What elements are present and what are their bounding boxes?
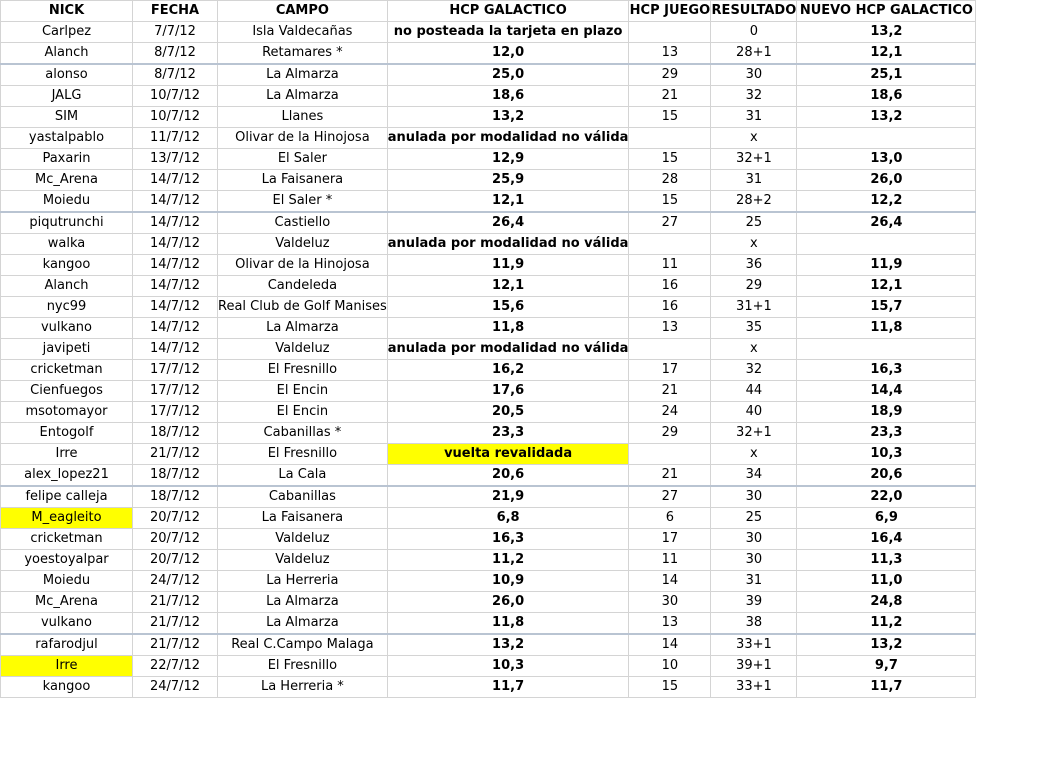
table-row bbox=[1, 149, 976, 170]
cell-campo[interactable]: La Almarza bbox=[218, 64, 388, 86]
cell-hcp-juego[interactable]: 17 bbox=[629, 360, 711, 381]
cell-fecha[interactable]: 20/7/12 bbox=[133, 508, 218, 529]
cell-resultado[interactable]: 35 bbox=[711, 318, 797, 339]
table-row bbox=[1, 212, 976, 234]
cell-nick[interactable]: SIM bbox=[1, 107, 133, 128]
cell-nuevo-hcp[interactable]: 11,9 bbox=[797, 255, 976, 276]
cell-nuevo-hcp[interactable]: 16,4 bbox=[797, 529, 976, 550]
cell-nick[interactable]: piqutrunchi bbox=[1, 212, 133, 234]
cell-fecha[interactable]: 17/7/12 bbox=[133, 381, 218, 402]
cell-resultado[interactable]: x bbox=[711, 339, 797, 360]
cell-nick[interactable]: M_eagleito bbox=[1, 508, 133, 529]
cell-hcp-galactico[interactable]: 12,1 bbox=[387, 276, 629, 297]
table-row bbox=[1, 234, 976, 255]
table-row bbox=[1, 486, 976, 508]
cell-fecha[interactable]: 20/7/12 bbox=[133, 529, 218, 550]
cell-hcp-juego[interactable]: 17 bbox=[629, 529, 711, 550]
table-row bbox=[1, 677, 976, 698]
cell-fecha[interactable]: 13/7/12 bbox=[133, 149, 218, 170]
cell-hcp-galactico[interactable]: 23,3 bbox=[387, 423, 629, 444]
cell-nuevo-hcp[interactable]: 12,1 bbox=[797, 43, 976, 65]
cell-resultado[interactable]: 31 bbox=[711, 571, 797, 592]
cell-hcp-galactico[interactable]: vuelta revalidada bbox=[387, 444, 629, 465]
cell-hcp-juego[interactable] bbox=[629, 128, 711, 149]
table-row bbox=[1, 508, 976, 529]
cell-nuevo-hcp[interactable] bbox=[797, 339, 976, 360]
table-row bbox=[1, 22, 976, 43]
cell-hcp-galactico[interactable]: 11,2 bbox=[387, 550, 629, 571]
cell-campo[interactable]: La Almarza bbox=[218, 86, 388, 107]
cell-nick[interactable]: vulkano bbox=[1, 613, 133, 635]
cell-nick[interactable]: nyc99 bbox=[1, 297, 133, 318]
cell-hcp-galactico[interactable]: 12,1 bbox=[387, 191, 629, 213]
cell-resultado[interactable]: 40 bbox=[711, 402, 797, 423]
table-row bbox=[1, 423, 976, 444]
cell-campo[interactable]: Castiello bbox=[218, 212, 388, 234]
cell-hcp-juego[interactable]: 21 bbox=[629, 86, 711, 107]
cell-resultado[interactable]: 31 bbox=[711, 170, 797, 191]
cell-campo[interactable]: La Faisanera bbox=[218, 170, 388, 191]
cell-resultado[interactable]: 39 bbox=[711, 592, 797, 613]
cell-nuevo-hcp[interactable]: 26,4 bbox=[797, 212, 976, 234]
cell-resultado[interactable]: 29 bbox=[711, 276, 797, 297]
cell-nuevo-hcp[interactable] bbox=[797, 234, 976, 255]
cell-resultado[interactable]: 25 bbox=[711, 212, 797, 234]
cell-nuevo-hcp[interactable]: 6,9 bbox=[797, 508, 976, 529]
table-row bbox=[1, 107, 976, 128]
cell-campo[interactable]: Llanes bbox=[218, 107, 388, 128]
cell-hcp-juego[interactable]: 13 bbox=[629, 318, 711, 339]
cell-campo[interactable]: El Fresnillo bbox=[218, 656, 388, 677]
cell-campo[interactable]: La Almarza bbox=[218, 318, 388, 339]
table-row bbox=[1, 255, 976, 276]
cell-nick[interactable]: kangoo bbox=[1, 255, 133, 276]
cell-resultado[interactable]: 30 bbox=[711, 486, 797, 508]
cell-hcp-juego[interactable]: 11 bbox=[629, 550, 711, 571]
cell-fecha[interactable]: 14/7/12 bbox=[133, 297, 218, 318]
cell-campo[interactable]: La Cala bbox=[218, 465, 388, 487]
cell-hcp-galactico[interactable]: 11,9 bbox=[387, 255, 629, 276]
cell-campo[interactable]: Cabanillas bbox=[218, 486, 388, 508]
cell-fecha[interactable]: 21/7/12 bbox=[133, 592, 218, 613]
cell-hcp-juego[interactable]: 14 bbox=[629, 634, 711, 656]
cell-resultado[interactable]: 34 bbox=[711, 465, 797, 487]
cell-campo[interactable]: La Faisanera bbox=[218, 508, 388, 529]
cell-nuevo-hcp[interactable]: 13,2 bbox=[797, 107, 976, 128]
header-nuevo-hcp: NUEVO HCP GALACTICO bbox=[797, 1, 976, 22]
cell-hcp-juego[interactable]: 16 bbox=[629, 276, 711, 297]
cell-resultado[interactable]: 32 bbox=[711, 360, 797, 381]
cell-hcp-galactico[interactable]: 15,6 bbox=[387, 297, 629, 318]
header-hcp-juego: HCP JUEGO bbox=[629, 1, 711, 22]
cell-hcp-juego[interactable]: 16 bbox=[629, 297, 711, 318]
cell-nuevo-hcp[interactable]: 13,2 bbox=[797, 22, 976, 43]
cell-hcp-galactico[interactable]: 10,3 bbox=[387, 656, 629, 677]
cell-fecha[interactable]: 24/7/12 bbox=[133, 677, 218, 698]
cell-nuevo-hcp[interactable]: 24,8 bbox=[797, 592, 976, 613]
cell-hcp-juego[interactable]: 28 bbox=[629, 170, 711, 191]
cell-hcp-galactico[interactable]: 10,9 bbox=[387, 571, 629, 592]
cell-campo[interactable]: Isla Valdecañas bbox=[218, 22, 388, 43]
cell-hcp-galactico[interactable]: anulada por modalidad no válida bbox=[387, 234, 629, 255]
cell-nick[interactable]: msotomayor bbox=[1, 402, 133, 423]
table-row bbox=[1, 381, 976, 402]
cell-campo[interactable]: El Encin bbox=[218, 381, 388, 402]
cell-campo[interactable]: El Fresnillo bbox=[218, 360, 388, 381]
cell-hcp-galactico[interactable]: 17,6 bbox=[387, 381, 629, 402]
table-row bbox=[1, 550, 976, 571]
cell-campo[interactable]: La Almarza bbox=[218, 613, 388, 635]
cell-hcp-juego[interactable]: 24 bbox=[629, 402, 711, 423]
cell-fecha[interactable]: 14/7/12 bbox=[133, 212, 218, 234]
cell-resultado[interactable]: 32+1 bbox=[711, 423, 797, 444]
cell-campo[interactable]: Valdeluz bbox=[218, 550, 388, 571]
cell-nick[interactable]: Mc_Arena bbox=[1, 592, 133, 613]
cell-nuevo-hcp[interactable] bbox=[797, 128, 976, 149]
header-campo: CAMPO bbox=[218, 1, 388, 22]
cell-nick[interactable]: cricketman bbox=[1, 360, 133, 381]
cell-nick[interactable]: Moiedu bbox=[1, 571, 133, 592]
cell-nick[interactable]: yoestoyalpar bbox=[1, 550, 133, 571]
cell-resultado[interactable]: x bbox=[711, 444, 797, 465]
cell-nuevo-hcp[interactable]: 26,0 bbox=[797, 170, 976, 191]
cell-nuevo-hcp[interactable]: 13,0 bbox=[797, 149, 976, 170]
cell-nick[interactable]: cricketman bbox=[1, 529, 133, 550]
cell-campo[interactable]: El Fresnillo bbox=[218, 444, 388, 465]
cell-fecha[interactable]: 17/7/12 bbox=[133, 402, 218, 423]
cell-fecha[interactable]: 17/7/12 bbox=[133, 360, 218, 381]
cell-hcp-juego[interactable] bbox=[629, 234, 711, 255]
cell-nuevo-hcp[interactable]: 20,6 bbox=[797, 465, 976, 487]
cell-campo[interactable]: Valdeluz bbox=[218, 234, 388, 255]
cell-hcp-galactico[interactable]: 13,2 bbox=[387, 107, 629, 128]
table-row bbox=[1, 592, 976, 613]
table-row bbox=[1, 64, 976, 86]
cell-hcp-juego[interactable] bbox=[629, 339, 711, 360]
cell-hcp-galactico[interactable]: 12,9 bbox=[387, 149, 629, 170]
cell-hcp-galactico[interactable]: 13,2 bbox=[387, 634, 629, 656]
cell-campo[interactable]: El Saler * bbox=[218, 191, 388, 213]
cell-nuevo-hcp[interactable]: 14,4 bbox=[797, 381, 976, 402]
cell-resultado[interactable]: 30 bbox=[711, 529, 797, 550]
cell-hcp-juego[interactable] bbox=[629, 444, 711, 465]
cell-fecha[interactable]: 18/7/12 bbox=[133, 486, 218, 508]
cell-hcp-juego[interactable]: 21 bbox=[629, 381, 711, 402]
cell-nick[interactable]: alonso bbox=[1, 64, 133, 86]
cell-hcp-galactico[interactable]: anulada por modalidad no válida bbox=[387, 128, 629, 149]
cell-resultado[interactable]: 32 bbox=[711, 86, 797, 107]
cell-hcp-galactico[interactable]: 11,8 bbox=[387, 318, 629, 339]
cell-nick[interactable]: Carlpez bbox=[1, 22, 133, 43]
cell-hcp-galactico[interactable]: 6,8 bbox=[387, 508, 629, 529]
cell-resultado[interactable]: 28+2 bbox=[711, 191, 797, 213]
cell-hcp-galactico[interactable]: 26,0 bbox=[387, 592, 629, 613]
cell-campo[interactable]: Valdeluz bbox=[218, 339, 388, 360]
cell-campo[interactable]: Olivar de la Hinojosa bbox=[218, 128, 388, 149]
table-row bbox=[1, 339, 976, 360]
cell-fecha[interactable]: 21/7/12 bbox=[133, 613, 218, 635]
cell-fecha[interactable]: 7/7/12 bbox=[133, 22, 218, 43]
cell-nuevo-hcp[interactable]: 11,2 bbox=[797, 613, 976, 635]
table-row bbox=[1, 465, 976, 487]
cell-fecha[interactable]: 11/7/12 bbox=[133, 128, 218, 149]
table-row bbox=[1, 86, 976, 107]
table-row bbox=[1, 634, 976, 656]
cell-fecha[interactable]: 22/7/12 bbox=[133, 656, 218, 677]
cell-nick[interactable]: Irre bbox=[1, 656, 133, 677]
table-row bbox=[1, 402, 976, 423]
table-row bbox=[1, 318, 976, 339]
table-row bbox=[1, 276, 976, 297]
cell-hcp-juego[interactable]: 6 bbox=[629, 508, 711, 529]
cell-nuevo-hcp[interactable]: 23,3 bbox=[797, 423, 976, 444]
cell-resultado[interactable]: 25 bbox=[711, 508, 797, 529]
table-row bbox=[1, 656, 976, 677]
cell-nick[interactable]: Cienfuegos bbox=[1, 381, 133, 402]
cell-nuevo-hcp[interactable]: 22,0 bbox=[797, 486, 976, 508]
cell-fecha[interactable]: 10/7/12 bbox=[133, 107, 218, 128]
cell-hcp-galactico[interactable]: 11,8 bbox=[387, 613, 629, 635]
cell-hcp-juego[interactable]: 15 bbox=[629, 107, 711, 128]
cell-hcp-juego[interactable]: 29 bbox=[629, 423, 711, 444]
cell-fecha[interactable]: 14/7/12 bbox=[133, 276, 218, 297]
cell-fecha[interactable]: 8/7/12 bbox=[133, 64, 218, 86]
cell-nuevo-hcp[interactable]: 12,1 bbox=[797, 276, 976, 297]
table-row bbox=[1, 297, 976, 318]
cell-nick[interactable]: Moiedu bbox=[1, 191, 133, 213]
table-row bbox=[1, 43, 976, 65]
cell-hcp-galactico[interactable]: 12,0 bbox=[387, 43, 629, 65]
cell-nick[interactable]: kangoo bbox=[1, 677, 133, 698]
cell-nuevo-hcp[interactable]: 16,3 bbox=[797, 360, 976, 381]
cell-nick[interactable]: Entogolf bbox=[1, 423, 133, 444]
cell-hcp-juego[interactable]: 27 bbox=[629, 212, 711, 234]
cell-fecha[interactable]: 21/7/12 bbox=[133, 444, 218, 465]
cell-campo[interactable]: El Encin bbox=[218, 402, 388, 423]
cell-nuevo-hcp[interactable]: 13,2 bbox=[797, 634, 976, 656]
cell-nick[interactable]: walka bbox=[1, 234, 133, 255]
cell-campo[interactable]: Cabanillas * bbox=[218, 423, 388, 444]
cell-hcp-juego[interactable]: 11 bbox=[629, 255, 711, 276]
cell-resultado[interactable]: 28+1 bbox=[711, 43, 797, 65]
cell-nick[interactable]: Mc_Arena bbox=[1, 170, 133, 191]
cell-hcp-juego[interactable]: 13 bbox=[629, 43, 711, 65]
table-row bbox=[1, 128, 976, 149]
cell-campo[interactable]: La Herreria bbox=[218, 571, 388, 592]
cell-nuevo-hcp[interactable]: 25,1 bbox=[797, 64, 976, 86]
cell-nick[interactable]: Alanch bbox=[1, 276, 133, 297]
cell-nuevo-hcp[interactable]: 11,3 bbox=[797, 550, 976, 571]
cell-fecha[interactable]: 10/7/12 bbox=[133, 86, 218, 107]
cell-fecha[interactable]: 14/7/12 bbox=[133, 191, 218, 213]
cell-fecha[interactable]: 18/7/12 bbox=[133, 465, 218, 487]
cell-nuevo-hcp[interactable]: 11,0 bbox=[797, 571, 976, 592]
cell-hcp-juego[interactable]: 15 bbox=[629, 191, 711, 213]
cell-nuevo-hcp[interactable]: 11,8 bbox=[797, 318, 976, 339]
cell-campo[interactable]: Real Club de Golf Manises bbox=[218, 297, 388, 318]
table-row bbox=[1, 444, 976, 465]
cell-campo[interactable]: El Saler bbox=[218, 149, 388, 170]
cell-hcp-juego[interactable]: 15 bbox=[629, 677, 711, 698]
cell-hcp-galactico[interactable]: 26,4 bbox=[387, 212, 629, 234]
cell-hcp-galactico[interactable]: 16,2 bbox=[387, 360, 629, 381]
cell-nick[interactable]: yastalpablo bbox=[1, 128, 133, 149]
cell-nuevo-hcp[interactable]: 9,7 bbox=[797, 656, 976, 677]
cell-hcp-juego[interactable]: 15 bbox=[629, 149, 711, 170]
cell-fecha[interactable]: 14/7/12 bbox=[133, 318, 218, 339]
cell-resultado[interactable]: 31+1 bbox=[711, 297, 797, 318]
cell-resultado[interactable]: 0 bbox=[711, 22, 797, 43]
cell-fecha[interactable]: 14/7/12 bbox=[133, 255, 218, 276]
cell-campo[interactable]: Valdeluz bbox=[218, 529, 388, 550]
cell-hcp-juego[interactable]: 10 bbox=[629, 656, 711, 677]
cell-hcp-galactico[interactable]: 16,3 bbox=[387, 529, 629, 550]
cell-nick[interactable]: Paxarin bbox=[1, 149, 133, 170]
cell-hcp-galactico[interactable]: no posteada la tarjeta en plazo bbox=[387, 22, 629, 43]
cell-hcp-galactico[interactable]: anulada por modalidad no válida bbox=[387, 339, 629, 360]
cell-campo[interactable]: Olivar de la Hinojosa bbox=[218, 255, 388, 276]
cell-hcp-galactico[interactable]: 18,6 bbox=[387, 86, 629, 107]
cell-hcp-galactico[interactable]: 20,6 bbox=[387, 465, 629, 487]
table-row bbox=[1, 170, 976, 191]
cell-nick[interactable]: rafarodjul bbox=[1, 634, 133, 656]
cell-nick[interactable]: vulkano bbox=[1, 318, 133, 339]
cell-nick[interactable]: Alanch bbox=[1, 43, 133, 65]
cell-nick[interactable]: Irre bbox=[1, 444, 133, 465]
cell-fecha[interactable]: 14/7/12 bbox=[133, 170, 218, 191]
cell-nick[interactable]: felipe calleja bbox=[1, 486, 133, 508]
cell-nuevo-hcp[interactable]: 18,6 bbox=[797, 86, 976, 107]
cell-resultado[interactable]: 38 bbox=[711, 613, 797, 635]
cell-hcp-juego[interactable]: 14 bbox=[629, 571, 711, 592]
cell-fecha[interactable]: 20/7/12 bbox=[133, 550, 218, 571]
header-hcp-galactico: HCP GALACTICO bbox=[387, 1, 629, 22]
cell-resultado[interactable]: 39+1 bbox=[711, 656, 797, 677]
table-row bbox=[1, 529, 976, 550]
cell-hcp-galactico[interactable]: 21,9 bbox=[387, 486, 629, 508]
cell-campo[interactable]: La Herreria * bbox=[218, 677, 388, 698]
cell-resultado[interactable]: 32+1 bbox=[711, 149, 797, 170]
cell-resultado[interactable]: 36 bbox=[711, 255, 797, 276]
cell-hcp-juego[interactable]: 21 bbox=[629, 465, 711, 487]
cell-resultado[interactable]: x bbox=[711, 234, 797, 255]
cell-resultado[interactable]: 30 bbox=[711, 550, 797, 571]
cell-resultado[interactable]: 33+1 bbox=[711, 634, 797, 656]
cell-hcp-galactico[interactable]: 11,7 bbox=[387, 677, 629, 698]
header-resultado: RESULTADO bbox=[711, 1, 797, 22]
cell-fecha[interactable]: 18/7/12 bbox=[133, 423, 218, 444]
header-row bbox=[1, 1, 976, 22]
cell-hcp-juego[interactable]: 29 bbox=[629, 64, 711, 86]
cell-fecha[interactable]: 14/7/12 bbox=[133, 339, 218, 360]
table-row bbox=[1, 613, 976, 635]
cell-resultado[interactable]: x bbox=[711, 128, 797, 149]
cell-hcp-juego[interactable] bbox=[629, 22, 711, 43]
cell-nuevo-hcp[interactable]: 12,2 bbox=[797, 191, 976, 213]
cell-fecha[interactable]: 21/7/12 bbox=[133, 634, 218, 656]
cell-nuevo-hcp[interactable]: 15,7 bbox=[797, 297, 976, 318]
header-fecha: FECHA bbox=[133, 1, 218, 22]
cell-nuevo-hcp[interactable]: 10,3 bbox=[797, 444, 976, 465]
cell-nuevo-hcp[interactable]: 18,9 bbox=[797, 402, 976, 423]
cell-fecha[interactable]: 24/7/12 bbox=[133, 571, 218, 592]
cell-hcp-galactico[interactable]: 20,5 bbox=[387, 402, 629, 423]
cell-hcp-juego[interactable]: 13 bbox=[629, 613, 711, 635]
cell-hcp-juego[interactable]: 27 bbox=[629, 486, 711, 508]
cell-fecha[interactable]: 8/7/12 bbox=[133, 43, 218, 65]
cell-nuevo-hcp[interactable]: 11,7 bbox=[797, 677, 976, 698]
cell-nick[interactable]: JALG bbox=[1, 86, 133, 107]
table-row bbox=[1, 571, 976, 592]
cell-hcp-galactico[interactable]: 25,9 bbox=[387, 170, 629, 191]
cell-campo[interactable]: Real C.Campo Malaga bbox=[218, 634, 388, 656]
cell-resultado[interactable]: 31 bbox=[711, 107, 797, 128]
cell-hcp-galactico[interactable]: 25,0 bbox=[387, 64, 629, 86]
cell-campo[interactable]: Retamares * bbox=[218, 43, 388, 65]
table-row bbox=[1, 360, 976, 381]
cell-campo[interactable]: Candeleda bbox=[218, 276, 388, 297]
cell-campo[interactable]: La Almarza bbox=[218, 592, 388, 613]
cell-resultado[interactable]: 33+1 bbox=[711, 677, 797, 698]
cell-nick[interactable]: alex_lopez21 bbox=[1, 465, 133, 487]
cell-fecha[interactable]: 14/7/12 bbox=[133, 234, 218, 255]
cell-resultado[interactable]: 30 bbox=[711, 64, 797, 86]
cell-resultado[interactable]: 44 bbox=[711, 381, 797, 402]
cell-hcp-juego[interactable]: 30 bbox=[629, 592, 711, 613]
cell-nick[interactable]: javipeti bbox=[1, 339, 133, 360]
table-row bbox=[1, 191, 976, 213]
header-nick: NICK bbox=[1, 1, 133, 22]
